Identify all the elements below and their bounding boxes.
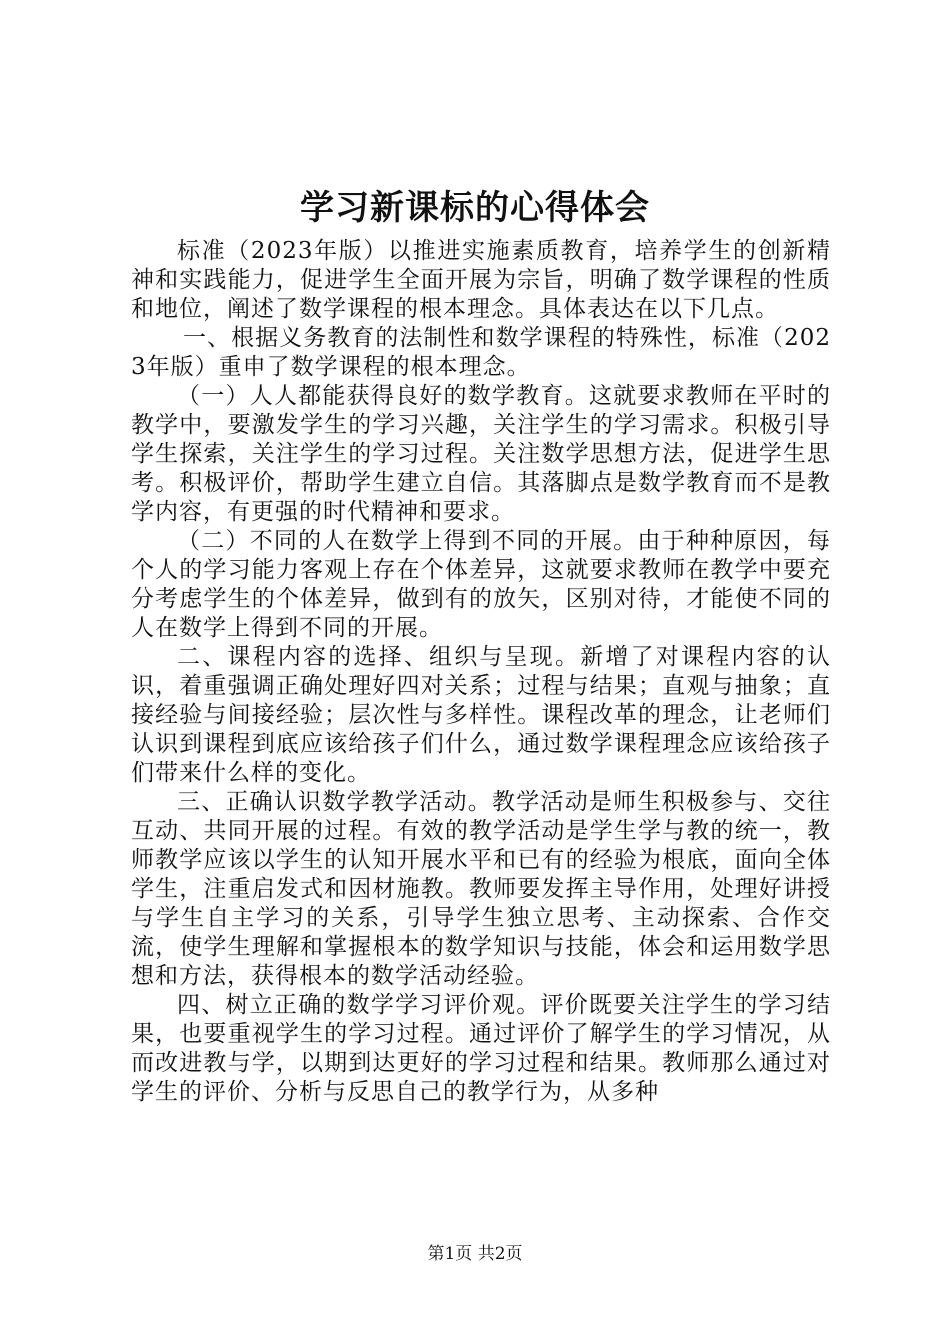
paragraph-section-3: 三、正确认识数学教学活动。教学活动是师生积极参与、交往互动、共同开展的过程。有效的教学活动是学生学与教的统一，教师教学应该以学生的认知开展水平和已有的经验为根底，面向全体学生，注重启发式和因材施教。教师要发挥主导作用，处理好讲授与学生自主学习的关系，引导学生独立思考、主动探索、合作交流，使学生理解和掌握根本的数学知识与技能，体会和运用数学思想和方法，获得根本的数学活动经验。 xyxy=(131,789,831,989)
paragraph-section-1: 一、根据义务教育的法制性和数学课程的特殊性，标准（2023年版）重申了数学课程的根本理念。 xyxy=(131,325,831,380)
paragraph-section-2: 二、课程内容的选择、组织与呈现。新增了对课程内容的认识，着重强调正确处理好四对关系；过程与结果；直观与抽象；直接经验与间接经验；层次性与多样性。课程改革的理念，让老师们认识到课程到底应该给孩子们什么，通过数学课程理念应该给孩子们带来什么样的变化。 xyxy=(131,644,831,786)
paragraph-section-1-point-2: （二）不同的人在数学上得到不同的开展。由于种种原因，每个人的学习能力客观上存在个体差异，这就要求教师在教学中要充分考虑学生的个体差异，做到有的放矢，区别对待，才能使不同的人在数学上得到不同的开展。 xyxy=(131,528,831,641)
page-title: 学习新课标的心得体会 xyxy=(300,188,650,228)
paragraph-section-1-point-1: （一）人人都能获得良好的数学教育。这就要求教师在平时的教学中，要激发学生的学习兴趣，关注学生的学习需求。积极引导学生探索，关注学生的学习过程。关注数学思想方法，促进学生思考。积极评价，帮助学生建立自信。其落脚点是数学教育而不是教学内容，有更强的时代精神和要求。 xyxy=(131,383,831,525)
document-body xyxy=(131,237,831,1107)
paragraph-intro: 标准（2023年版）以推进实施素质教育，培养学生的创新精神和实践能力，促进学生全面开展为宗旨，明确了数学课程的性质和地位，阐述了数学课程的根本理念。具体表达在以下几点。 xyxy=(131,238,831,322)
paragraph-section-4: 四、树立正确的数学学习评价观。评价既要关注学生的学习结果，也要重视学生的学习过程。通过评价了解学生的学习情况，从而改进教与学，以期到达更好的学习过程和结果。教师那么通过对学生的评价、分析与反思自己的教学行为，从多种 xyxy=(131,992,831,1105)
page-footer: 第1页 共2页 xyxy=(427,1244,523,1264)
